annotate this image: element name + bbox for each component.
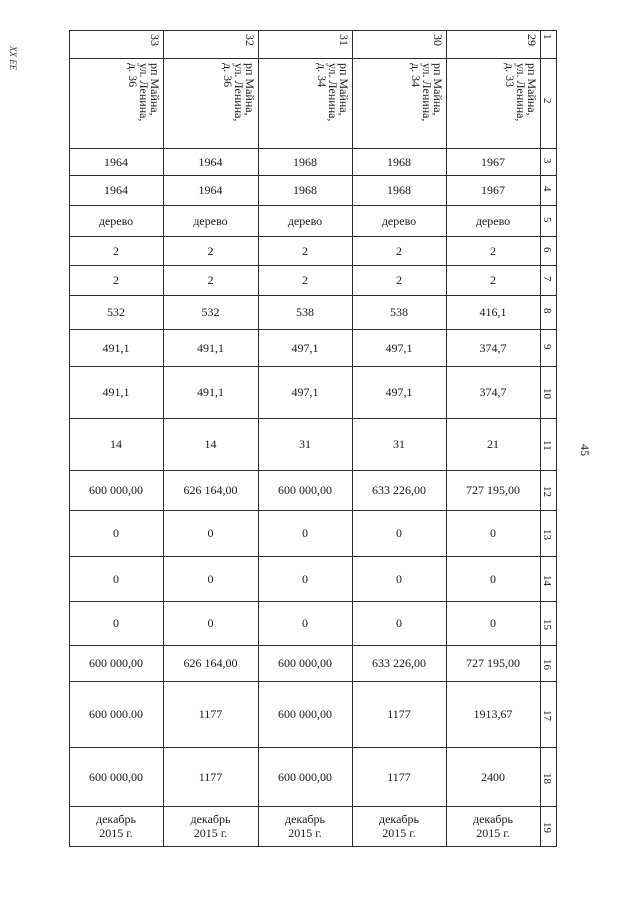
table-cell: 2 (396, 273, 402, 287)
row-number: 2 (541, 98, 553, 104)
table-cell: 633 226,00 (372, 656, 426, 670)
row-number: 18 (541, 773, 553, 784)
table-cell: 2 (490, 273, 496, 287)
table-cell: 491,1 (102, 385, 130, 399)
column-number: 30 (431, 34, 445, 46)
column-number: 33 (148, 34, 162, 46)
period-text: декабрь (190, 812, 231, 826)
table-cell: 2 (113, 273, 119, 287)
table-cell: 2 (113, 243, 119, 258)
table-cell: 0 (113, 526, 119, 540)
row-number: 9 (541, 344, 553, 350)
table-cell: 0 (207, 571, 214, 586)
table-cell: 1968 (387, 183, 411, 197)
column-number: 29 (525, 34, 539, 46)
address-line: рп Майна, (431, 63, 445, 116)
table-cell: 31 (299, 437, 311, 451)
table-cell: 2400 (481, 769, 505, 784)
period-text: декабрь (285, 812, 325, 826)
table-cell: 1967 (481, 183, 505, 197)
table-cell: 0 (396, 616, 402, 630)
row-number: 15 (541, 619, 553, 630)
table-cell: 600 000,00 (278, 656, 332, 670)
table-cell: 14 (110, 437, 122, 451)
row-number: 1 (541, 34, 553, 40)
table-cell: 0 (302, 526, 308, 540)
row-number: 7 (541, 276, 553, 282)
table-cell: 1913,67 (473, 707, 513, 721)
period-text: 2015 г. (288, 826, 322, 840)
corner-mark: ХХ ЕЕ (8, 46, 18, 71)
table-cell: 1968 (293, 183, 317, 197)
table-cell: 633 226,00 (372, 483, 426, 497)
row-number: 5 (541, 217, 553, 223)
table-cell: 600 000,00 (89, 769, 143, 784)
table-cell: 0 (302, 616, 308, 630)
table-cell: 532 (107, 305, 125, 319)
row-divider (69, 58, 556, 59)
table-cell: 538 (390, 305, 408, 319)
row-number: 6 (541, 247, 553, 253)
table-cell: 1177 (387, 707, 411, 721)
table-cell: 1964 (104, 183, 128, 197)
table-cell: 2 (302, 243, 308, 258)
table-cell: 2 (207, 273, 214, 287)
table-cell: 538 (296, 305, 314, 319)
table-cell: 497,1 (291, 340, 319, 355)
address-line: д. 34 (315, 63, 329, 88)
period-text: 2015 г. (193, 826, 228, 840)
table-cell: 1177 (387, 769, 411, 784)
address-line: рп Майна, (148, 63, 162, 116)
row-divider (69, 30, 556, 31)
period-cell (163, 806, 258, 846)
table-cell: 0 (396, 571, 402, 586)
address-line: ул. Ленина, (232, 63, 246, 122)
table-cell: 0 (302, 571, 308, 586)
row-number: 10 (541, 388, 553, 399)
table-cell: 491,1 (197, 340, 224, 355)
table-cell: 1964 (198, 183, 223, 197)
address-line: д. 36 (126, 63, 140, 88)
row-number: 19 (541, 822, 553, 833)
period-text: декабрь (96, 812, 136, 826)
table-cell: 1177 (198, 707, 223, 721)
column-number: 32 (243, 34, 257, 46)
table-cell: 14 (204, 437, 217, 451)
address-line: ул. Ленина, (137, 63, 151, 122)
page-number: 45 (578, 444, 592, 456)
table-cell: 0 (490, 616, 496, 630)
table-cell: 0 (207, 616, 214, 630)
table-cell: 727 195,00 (466, 483, 520, 497)
table-cell: 1968 (293, 154, 317, 169)
table-cell: 491,1 (197, 385, 224, 399)
row-number: 4 (541, 186, 553, 192)
table-cell: 532 (201, 305, 220, 319)
table-cell: 416,1 (479, 305, 507, 319)
table-cell: дерево (287, 213, 323, 228)
row-number: 11 (541, 440, 553, 451)
address-line: д. 34 (409, 63, 423, 88)
table-cell: 626 164,00 (183, 656, 238, 670)
table-cell: 600 000,00 (89, 483, 143, 497)
address-line: д. 36 (221, 63, 235, 88)
period-text: 2015 г. (476, 826, 510, 840)
column-divider (556, 30, 557, 847)
address-line: рп Майна, (525, 63, 539, 116)
table-cell: 1964 (104, 154, 128, 169)
table-cell: 0 (113, 571, 119, 586)
row-number: 13 (541, 529, 553, 540)
address-line: рп Майна, (337, 63, 351, 116)
table-cell: 600 000,00 (89, 656, 143, 670)
period-text: декабрь (379, 812, 419, 826)
table-cell: 0 (207, 526, 214, 540)
table-cell: 31 (393, 437, 405, 451)
table-cell: дерево (475, 213, 511, 228)
address-line: д. 33 (503, 63, 517, 88)
period-cell (258, 806, 352, 846)
address-line: ул. Ленина, (514, 63, 528, 122)
table-cell: 600 000,00 (278, 483, 332, 497)
row-number: 16 (541, 659, 553, 670)
table-cell: 0 (490, 526, 496, 540)
row-number: 12 (541, 486, 553, 497)
table-cell: 2 (490, 243, 496, 258)
row-divider (69, 846, 556, 847)
table-cell: 600 000.00 (89, 707, 143, 721)
address-line: рп Майна, (243, 63, 257, 116)
table-cell: дерево (381, 213, 417, 228)
period-text: 2015 г. (382, 826, 416, 840)
row-number: 17 (541, 710, 553, 721)
table-cell: 2 (396, 243, 402, 258)
table-cell: дерево (193, 213, 228, 228)
table-cell: 0 (490, 571, 496, 586)
table-cell: 626 164,00 (183, 483, 238, 497)
table-cell: 600 000,00 (278, 707, 332, 721)
column-divider (540, 30, 541, 847)
table-cell: 497,1 (385, 385, 413, 399)
period-cell (69, 806, 163, 846)
table-cell: 491,1 (102, 340, 130, 355)
table-cell: 0 (396, 526, 402, 540)
table-cell: 2 (302, 273, 308, 287)
table-cell: 21 (487, 437, 499, 451)
table-cell: 374,7 (479, 340, 507, 355)
row-number: 3 (541, 158, 553, 164)
period-cell (352, 806, 446, 846)
address-line: ул. Ленина, (420, 63, 434, 122)
column-number: 31 (337, 34, 351, 46)
row-number: 14 (541, 575, 553, 586)
table-cell: 497,1 (385, 340, 413, 355)
period-cell (446, 806, 540, 846)
table-cell: 374,7 (479, 385, 507, 399)
table-cell: 600 000,00 (278, 769, 332, 784)
row-number: 8 (541, 308, 553, 314)
table-cell: 727 195,00 (466, 656, 520, 670)
table-cell: 497,1 (291, 385, 319, 399)
table-cell: 1177 (198, 769, 223, 784)
table-cell: 1967 (481, 154, 505, 169)
period-text: декабрь (473, 812, 513, 826)
table-cell: 1964 (198, 154, 223, 169)
address-line: ул. Ленина, (326, 63, 340, 122)
period-text: 2015 г. (99, 826, 133, 840)
table-cell: дерево (98, 213, 134, 228)
table-cell: 1968 (387, 154, 411, 169)
table-cell: 2 (207, 243, 214, 258)
table-cell: 0 (113, 616, 119, 630)
